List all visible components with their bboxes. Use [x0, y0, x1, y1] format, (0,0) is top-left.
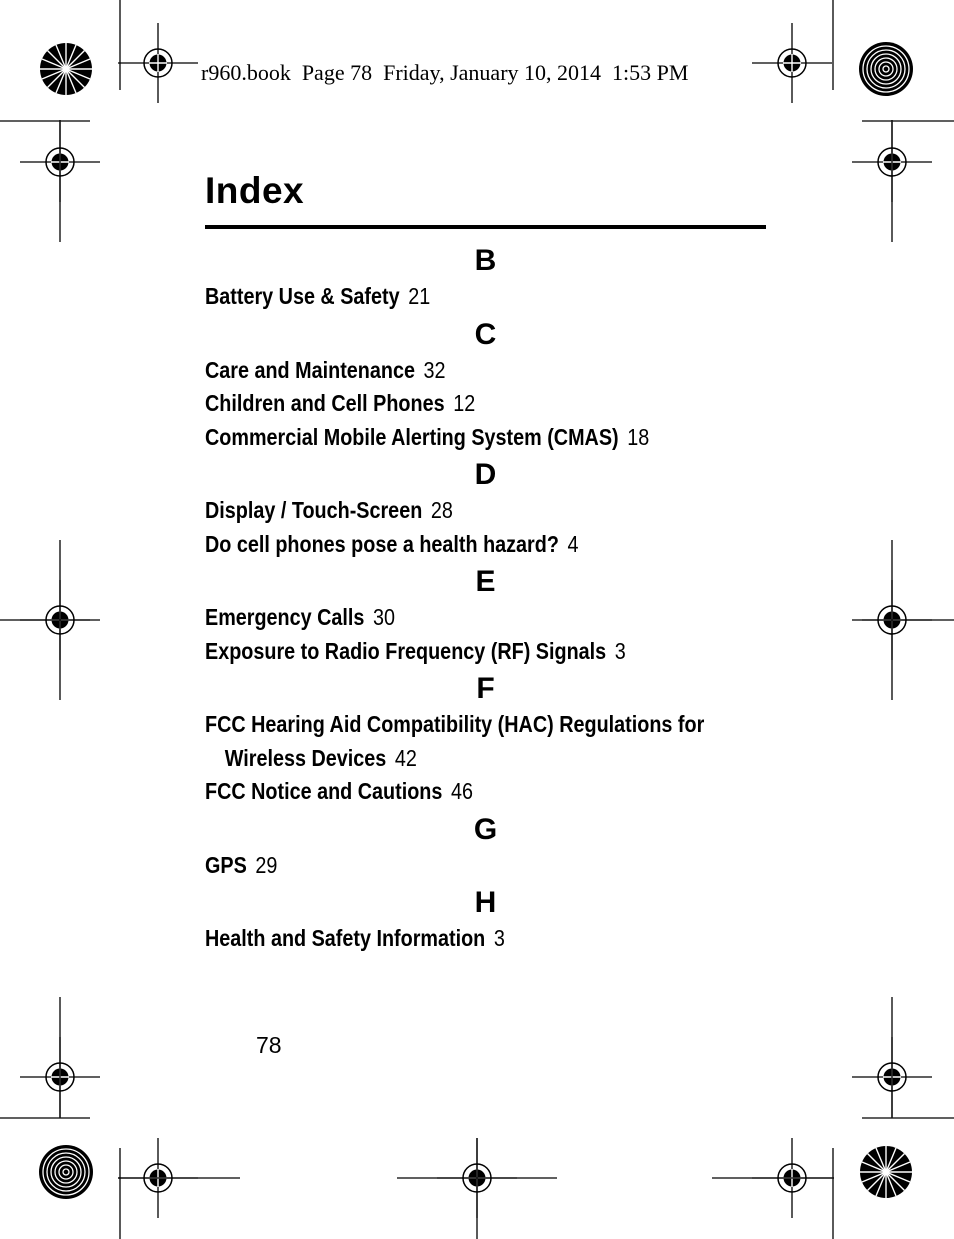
index-term: Children and Cell Phones [205, 390, 445, 416]
rings-target-top-right [859, 42, 913, 96]
index-entry [205, 421, 766, 455]
section-letter-h: H [474, 886, 497, 919]
index-page: 29 [255, 851, 278, 878]
section-letter-e: E [475, 565, 496, 598]
index-term: Care and Maintenance [205, 356, 415, 383]
index-page: 28 [430, 497, 453, 523]
index-term: Do cell phones pose a health hazard? [205, 530, 559, 557]
index-term: Battery Use & Safety [205, 283, 400, 309]
index-page: 30 [373, 604, 396, 630]
index-page: 21 [408, 283, 431, 309]
book-slug-header: r960.book Page 78 Friday, January 10, 2014 1:53 PM [201, 60, 689, 85]
index-entry [205, 601, 766, 635]
registration-mark-top-right [752, 23, 832, 103]
index-term: Exposure to Radio Frequency (RF) Signals [205, 637, 607, 664]
page-title: Index [205, 170, 305, 211]
section-letter-c: C [474, 317, 497, 351]
index-page: 46 [450, 778, 473, 804]
index-entry [205, 708, 766, 742]
star-target-top-left [40, 43, 92, 95]
index-term-line-2: Wireless Devices [224, 744, 387, 771]
index-entry-continuation [205, 742, 766, 776]
index-term: GPS [205, 851, 247, 878]
index-entry [205, 280, 766, 314]
rings-target-bottom-left [39, 1145, 93, 1199]
index-entry [205, 354, 766, 388]
title-rule [205, 225, 766, 229]
index-term: Health and Safety Information [205, 925, 486, 951]
index-page: 3 [493, 925, 505, 951]
section-letter-f: F [476, 672, 495, 705]
page-number: 78 [256, 1032, 282, 1058]
index-page: 32 [423, 356, 446, 383]
index-term: Commercial Mobile Alerting System (CMAS) [205, 423, 619, 450]
index-entry [205, 494, 766, 528]
index-page: 4 [567, 530, 579, 557]
index-term: FCC Notice and Cautions [205, 778, 443, 804]
index-page: 12 [453, 390, 476, 416]
index-term: Emergency Calls [205, 604, 365, 630]
index-entry [205, 775, 766, 809]
index-page: 3 [614, 637, 626, 664]
index-entry [205, 528, 766, 562]
index-term: Display / Touch-Screen [205, 497, 423, 523]
section-letter-d: D [474, 458, 497, 491]
index-entry [205, 922, 766, 956]
index-list [205, 240, 766, 956]
section-letter-b: B [474, 244, 497, 277]
index-entry [205, 635, 766, 669]
star-target-bottom-right [860, 1146, 912, 1198]
registration-mark-top-left [118, 23, 198, 103]
index-entry [205, 849, 766, 883]
index-page: 42 [394, 744, 417, 771]
index-entry [205, 387, 766, 421]
index-page: 18 [627, 423, 650, 450]
index-term-line-1: FCC Hearing Aid Compatibility (HAC) Regulations for [205, 711, 705, 737]
section-letter-g: G [473, 812, 498, 846]
